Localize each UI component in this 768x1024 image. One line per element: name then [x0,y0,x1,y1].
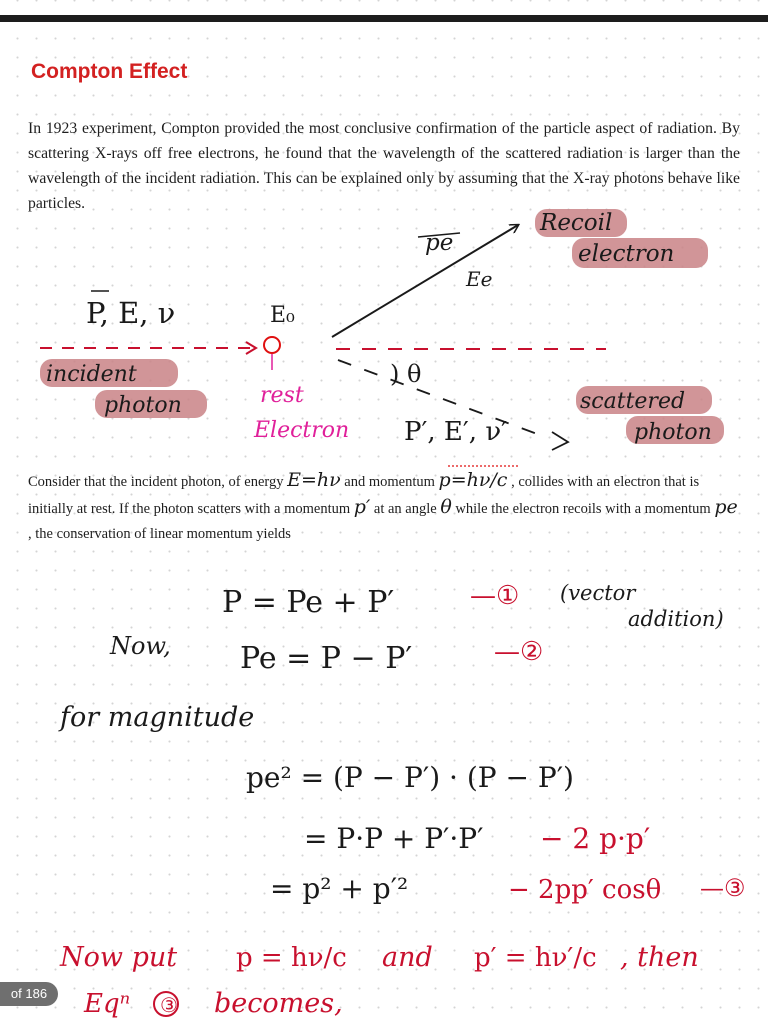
eq3b-minus: − 2 p·p′ [540,822,651,855]
eq2: Pe = P − P′ [240,641,413,676]
now-put-label: Now put [60,942,178,973]
becomes-label: becomes, [214,988,343,1019]
eqn-number: ③ [160,993,178,1017]
pe-label: pe [425,230,454,256]
incident-label: incident [46,362,137,387]
electron-circle [264,337,280,353]
eq1-note-1: (vector [560,581,636,605]
eq3a: pe² = (P − P′) · (P − P′) [246,761,574,794]
electron-label: electron [578,241,675,267]
momentum-expression: p=hν/c [438,469,508,491]
eq3-tag: —③ [700,874,746,902]
then-label: , then [620,942,699,973]
eq2-tag: —② [494,637,544,667]
for-magnitude: for magnitude [60,702,255,733]
eq1-note-2: addition) [628,607,724,631]
rest-label: rest [260,383,304,408]
incident-symbols: P, E, ν [86,296,176,330]
para2-text-1: Consider that the incident photon, of energy [28,474,284,490]
put-p-prime: p′ = hν′/c [474,943,597,973]
scattered-symbols: P′, E′, ν′ [404,417,508,447]
photon-scattered-label: photon [634,420,712,445]
ee-label: Ee [466,267,493,291]
eqn-label: Eqⁿ [84,989,131,1019]
para2-text-2: and momentum [344,474,435,490]
put-p: p = hν/c [236,943,347,973]
recoil-momentum: pe [714,496,738,518]
eq3c: = p² + p′² [270,872,409,905]
scattered-momentum: p′ [353,496,371,518]
para2-text-4: at an angle [373,501,437,517]
page-title: Compton Effect [31,60,188,83]
and-label: and [382,942,433,973]
e0-label: E₀ [270,303,295,328]
photon-label: photon [104,393,182,418]
intro-paragraph: In 1923 experiment, Compton provided the most conclusive confirmation of the particle aspect of radiation. By scattering X-rays off free electrons, he found that the wavelength of the scattered radiation is larger than the wavelength of the incident radiation. This can be explained only by assuming that the X-ray photons behave like particles. [28,120,740,212]
para2-text-5: while the electron recoils with a momentum [455,501,711,517]
eq3c-red: − 2pp′ cosθ [508,875,662,905]
momentum-paragraph [28,468,740,547]
scattered-label: scattered [580,389,686,414]
scattered-arrowhead [552,432,568,450]
para2-text-3: , collides with an electron that is initially at rest. If the photon scatters with a momentum [28,474,700,517]
recoil-label: Recoil [540,210,613,236]
theta-label: ) θ [390,360,422,388]
eq3b: = P·P + P′·P′ [304,822,484,855]
theta-symbol: θ [440,496,452,518]
eq1: P = Pe + P′ [222,585,395,620]
electron-rest-label: Electron [254,418,350,443]
para2-text-6: , the conservation of linear momentum yields [28,526,291,542]
now-label: Now, [110,632,171,660]
page-counter[interactable]: of 186 [0,982,58,1006]
energy-expression: E=hν [287,469,341,491]
eq1-tag: —① [470,581,520,611]
